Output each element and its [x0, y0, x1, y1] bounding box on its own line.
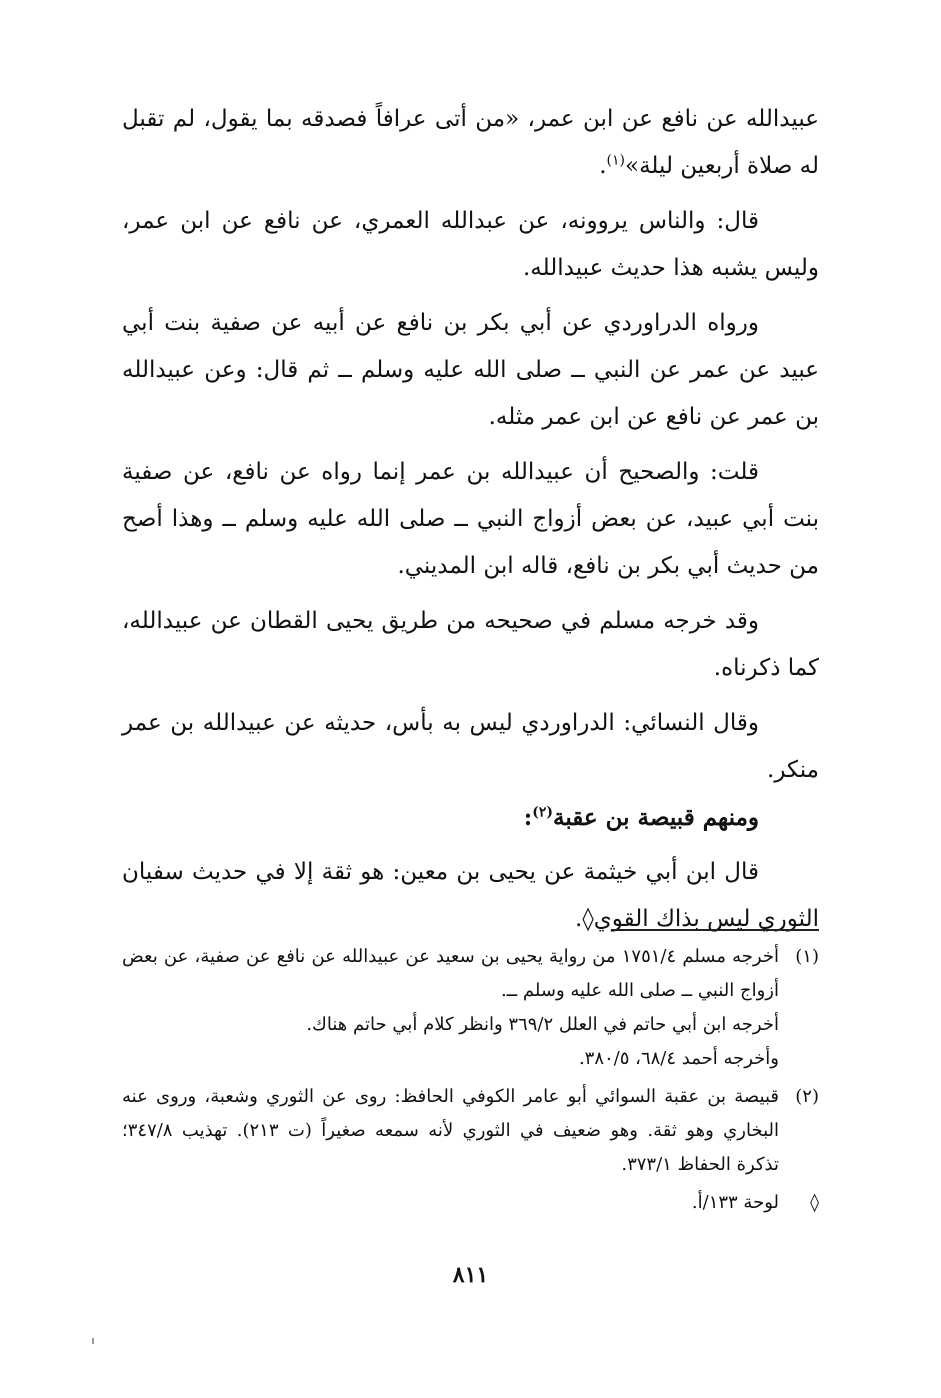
footnote-folio: [122, 1186, 819, 1220]
footnote-line: وأخرجه أحمد ٦٨/٤، ٣٨٠/٥.: [578, 1048, 779, 1069]
paragraph-2: قال: والناس يروونه، عن عبدالله العمري، عن نافع عن ابن عمر، وليس يشبه هذا حديث عبيدالله.: [122, 208, 819, 281]
page-number: ٨١١: [452, 1262, 489, 1288]
footnote-ref-1[interactable]: (١): [606, 152, 626, 169]
footnote-line: لوحة ١٣٣/أ.: [691, 1192, 779, 1213]
paragraph-6: وقال النسائي: الدراوردي ليس به بأس، حديثه عن عبيدالله بن عمر منكر.: [122, 710, 819, 783]
footnote-1: [122, 940, 819, 1076]
paragraph-1: عبيدالله عن نافع عن ابن عمر، «من أتى عرافاً فصدقه بما يقول، لم تقبل له صلاة أربعين ليلة»$^{(١)}$.: [122, 106, 819, 179]
section-heading: ومنهم قبيصة بن عقبة$^{(٢)}$:: [523, 804, 759, 831]
footnote-2: [122, 1080, 819, 1182]
footnote-ref-2[interactable]: (٢): [532, 804, 553, 821]
paragraph-4: قلت: والصحيح أن عبيدالله بن عمر إنما رواه عن نافع، عن صفية بنت أبي عبيد، عن بعض أزواج النبي ــ صلى الله عليه وسلم ــ وهذا أصح من حديث أبي بكر بن نافع، قاله ابن المديني.: [122, 459, 819, 579]
footnotes: [122, 940, 819, 1224]
folio-marker-icon: ◊: [810, 1192, 819, 1213]
paragraph-7: قال ابن أبي خيثمة عن يحيى بن معين: هو ثقة إلا في حديث سفيان الثوري ليس بذاك القوي◊.: [122, 859, 819, 932]
footnote-marker: (٢): [795, 1086, 819, 1107]
main-text: [122, 96, 819, 951]
paragraph-3: ورواه الدراوردي عن أبي بكر بن نافع عن أبيه عن صفية بنت أبي عبيد عن عمر عن النبي ــ صلى الله عليه وسلم ــ ثم قال: وعن عبيدالله بن عمر عن نافع عن ابن عمر مثله.: [122, 310, 819, 430]
footnote-line: أخرجه ابن أبي حاتم في العلل ٣٦٩/٢ وانظر كلام أبي حاتم هناك.: [306, 1014, 779, 1035]
footnote-line: قبيصة بن عقبة السوائي أبو عامر الكوفي الحافظ: روى عن الثوري وشعبة، وروى عنه البخاري وهو ثقة. وهو ضعيف في الثوري لأنه سمعه صغيراً (ت ٢١٣). تهذيب ٣٤٧/٨؛ تذكرة الحفاظ ٣٧٣/١.: [122, 1086, 779, 1175]
paragraph-5: وقد خرجه مسلم في صحيحه من طريق يحيى القطان عن عبيدالله، كما ذكرناه.: [122, 608, 819, 681]
folio-mark-icon: ◊.: [575, 906, 594, 932]
footnote-marker: (١): [795, 946, 819, 967]
scan-speck: [92, 1338, 94, 1344]
footnote-divider: [611, 929, 819, 931]
footnote-line: أخرجه مسلم ١٧٥١/٤ من رواية يحيى بن سعيد عن عبيدالله عن نافع عن صفية، عن بعض أزواج النبي ــ صلى الله عليه وسلم ــ.: [122, 946, 779, 1001]
